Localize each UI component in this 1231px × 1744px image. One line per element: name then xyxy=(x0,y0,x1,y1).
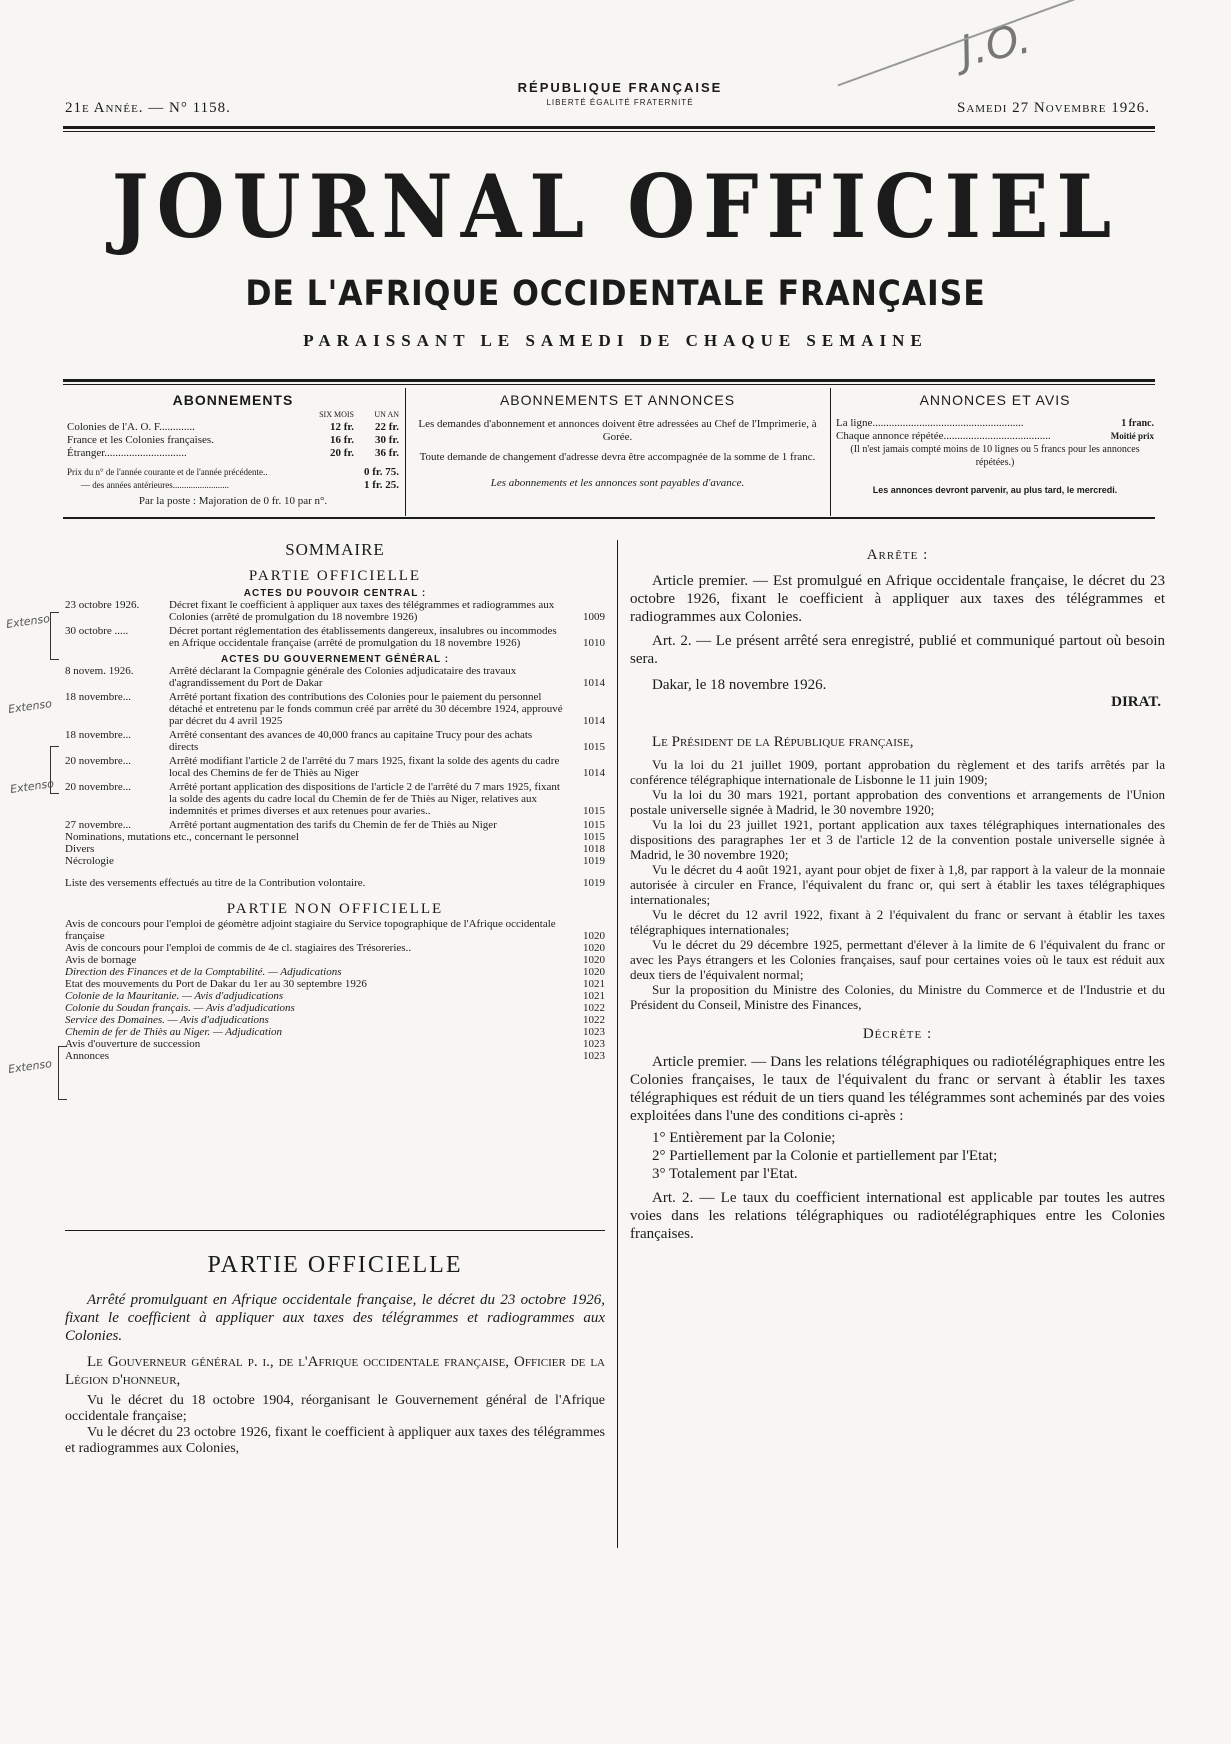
toc-text: Avis de concours pour l'emploi de géomètre adjoint stagiaire du Service topographique de l'Afrique occidentale française xyxy=(65,918,556,942)
vu-item: Vu le décret du 29 décembre 1925, permettant d'élever à la limite de 6 l'équivalent du franc or avec les Pays étrangers et les Colonies françaises, sauf pour certaines voies où le taux est réduit aux deux tiers de l'équivalent normal; xyxy=(630,937,1165,982)
toc-page: 1023 xyxy=(583,1038,605,1050)
toc-page: 1021 xyxy=(583,990,605,1002)
margin-bracket xyxy=(50,746,59,794)
handwritten-note: J.O. xyxy=(955,13,1035,76)
arrete-title: Arrêté promulguant en Afrique occidentale française, le décret du 23 octobre 1926, fixant le coefficient à appliquer aux taxes des télégrammes et radiogrammes aux Colonies. xyxy=(65,1292,605,1344)
toc-entry xyxy=(65,990,605,1002)
margin-note: Extenso xyxy=(5,612,51,631)
toc-page: 1020 xyxy=(583,954,605,966)
toc-text: Décret fixant le coefficient à appliquer aux taxes des télégrammes et radiogrammes aux Colonies (arrêté de promulgation du 18 novembre 1926) xyxy=(169,599,555,623)
ads-repeat-label: Chaque annonce répétée....................................... xyxy=(836,430,1051,442)
subscriptions-ads-box xyxy=(410,392,825,490)
ads-repeat-value: Moitié prix xyxy=(1110,431,1154,441)
toc-page: 1014 xyxy=(583,677,605,689)
subscriptions-ads-text-1: Les demandes d'abonnement et annonces doivent être adressées au Chef de l'Imprimerie, à Gorée. xyxy=(418,418,817,443)
toc-entry xyxy=(65,599,605,623)
decree-article-2: Art. 2. — Le taux du coefficient international est applicable par toutes les autres voies dans les relations télégraphiques ou radiotélégraphiques entre les Colonies françaises. xyxy=(630,1190,1165,1242)
toc-text: Décret portant réglementation des établissements dangereux, insalubres ou incommodes en Afrique occidentale française (arrêté de promulgation du 18 novembre 1926) xyxy=(169,625,557,649)
toc-date: 18 novembre... xyxy=(65,691,131,703)
toc-page: 1019 xyxy=(583,855,605,867)
toc-date: 27 novembre... xyxy=(65,819,131,831)
summary-part-non-official: PARTIE NON OFFICIELLE xyxy=(226,901,444,917)
toc-text: Arrêté portant augmentation des tarifs du Chemin de fer de Thiès au Niger xyxy=(169,819,497,831)
journal-frequency: PARAISSANT LE SAMEDI DE CHAQUE SEMAINE xyxy=(303,331,928,350)
rate-one-year: 30 fr. xyxy=(374,434,399,446)
subscription-box-top-rule-thin xyxy=(63,384,1155,385)
vu-item: Vu le décret du 12 avril 1922, fixant à 2 l'équivalent du franc or servant à établir les taxes télégraphiques internationales; xyxy=(630,907,1165,937)
toc-entry xyxy=(65,665,605,689)
toc-page: 1020 xyxy=(583,930,605,942)
toc-page: 1009 xyxy=(583,611,605,623)
arrete-heading: Arrête : xyxy=(866,547,929,563)
column-divider xyxy=(617,540,618,1548)
one-year-label: UN AN xyxy=(374,410,399,419)
rate-one-year: 22 fr. xyxy=(374,421,399,433)
toc-date: 23 octobre 1926. xyxy=(65,599,140,611)
masthead-rule-top-thin xyxy=(63,131,1155,132)
toc-text: Liste des versements effectués au titre de la Contribution volontaire. xyxy=(65,877,366,889)
vu-item: Vu la loi du 21 juillet 1909, portant approbation du règlement et des tarifs arrêtés par la conférence télégraphique internationale de Lisbonne le 11 juin 1909; xyxy=(630,757,1165,787)
toc-text: Avis de concours pour l'emploi de commis de 4e cl. stagiaires des Trésoreries.. xyxy=(65,942,412,954)
rate-row xyxy=(67,434,399,447)
toc-entry xyxy=(65,843,605,855)
toc-date: 30 octobre ..... xyxy=(65,625,129,637)
vu-item: Sur la proposition du Ministre des Colonies, du Ministre du Commerce et de l'Industrie et du Président du Conseil, Ministre des Finances, xyxy=(630,982,1165,1012)
toc-entry xyxy=(65,625,605,649)
toc-text: Avis d'ouverture de succession xyxy=(65,1038,201,1050)
toc-text: Colonie de la Mauritanie. — Avis d'adjudications xyxy=(65,990,284,1002)
price-current-value: 0 fr. 75. xyxy=(363,466,399,478)
ads-note: (Il n'est jamais compté moins de 10 lignes ou 5 francs pour les annonces répétées.) xyxy=(850,444,1140,468)
margin-note: Extenso xyxy=(7,1057,53,1076)
toc-entry xyxy=(65,819,605,831)
toc-page: 1015 xyxy=(583,831,605,843)
right-column xyxy=(630,547,1165,1243)
article-1: Article premier. — Est promulgué en Afrique occidentale française, le décret du 23 octobre 1926, fixant le coefficient à appliquer aux taxes des télégrammes et radiogrammes aux Colonies. xyxy=(630,573,1165,625)
toc-entry xyxy=(65,755,605,779)
toc-entry xyxy=(65,954,605,966)
toc-text: Etat des mouvements du Port de Dakar du 1er au 30 septembre 1926 xyxy=(65,978,367,990)
toc-entry xyxy=(65,831,605,843)
toc-entry xyxy=(65,966,605,978)
margin-bracket xyxy=(50,612,59,660)
toc-text: Direction des Finances et de la Comptabilité. — Adjudications xyxy=(65,966,342,978)
toc-page: 1014 xyxy=(583,767,605,779)
toc-page: 1015 xyxy=(583,805,605,817)
price-previous-value: 1 fr. 25. xyxy=(363,479,399,491)
toc-page: 1023 xyxy=(583,1050,605,1062)
issue-number: 21e Année. — N° 1158. xyxy=(65,100,231,116)
summary-section xyxy=(65,540,605,1062)
subscriptions-box xyxy=(67,392,399,508)
subscriptions-ads-text-2: Toute demande de changement d'adresse devra être accompagnée de la somme de 1 franc. xyxy=(419,451,816,463)
subscriptions-column-labels xyxy=(67,408,399,421)
ads-line-row xyxy=(836,417,1154,430)
subscriptions-heading: ABONNEMENTS xyxy=(172,392,294,408)
toc-entry xyxy=(65,691,605,727)
toc-text: Chemin de fer de Thiès au Niger. — Adjudication xyxy=(65,1026,283,1038)
rate-six-months: 16 fr. xyxy=(329,434,354,446)
toc-text: Colonie du Soudan français. — Avis d'adjudications xyxy=(65,1002,295,1014)
toc-entry xyxy=(65,1050,605,1062)
masthead-rule-top xyxy=(63,126,1155,129)
toc-text: Nécrologie xyxy=(65,855,114,867)
ads-line-value: 1 franc. xyxy=(1121,418,1154,429)
rate-row-label: Étranger.............................. xyxy=(67,447,187,459)
price-previous-row xyxy=(67,479,399,492)
ads-heading: ANNONCES ET AVIS xyxy=(919,392,1071,408)
vu-item: Vu la loi du 30 mars 1921, portant approbation des conventions et arrangements de l'Union postale universelle signée à Madrid, le 30 novembre 1920; xyxy=(630,787,1165,817)
issue-date: Samedi 27 Novembre 1926. xyxy=(956,100,1150,116)
toc-text: Arrêté consentant des avances de 40,000 francs au capitaine Trucy pour des achats directs xyxy=(169,729,533,753)
toc-entry xyxy=(65,918,605,942)
toc-date: 8 novem. 1926. xyxy=(65,665,134,677)
toc-text: Arrêté déclarant la Compagnie générale des Colonies adjudicataire des travaux d'agrandissement du Port de Dakar xyxy=(169,665,517,689)
toc-page: 1023 xyxy=(583,1026,605,1038)
summary-bottom-rule xyxy=(65,1230,605,1231)
condition-item: 3° Totalement par l'Etat. xyxy=(652,1166,798,1182)
masthead-republic: RÉPUBLIQUE FRANÇAISE xyxy=(517,80,723,95)
journal-subtitle: DE L'AFRIQUE OCCIDENTALE FRANÇAISE xyxy=(245,274,986,314)
rate-six-months: 12 fr. xyxy=(329,421,354,433)
subscriptions-ads-footer: Les abonnements et les annonces sont payables d'avance. xyxy=(490,477,745,489)
ads-line-label: La ligne....................................................... xyxy=(836,417,1024,429)
toc-entry xyxy=(65,855,605,867)
official-part-heading: PARTIE OFFICIELLE xyxy=(207,1252,463,1278)
toc-entry xyxy=(65,1002,605,1014)
toc-page: 1021 xyxy=(583,978,605,990)
subscriptions-ads-heading: ABONNEMENTS ET ANNONCES xyxy=(499,392,736,408)
subscription-box-bottom-rule xyxy=(63,517,1155,519)
post-surcharge: Par la poste : Majoration de 0 fr. 10 par n°. xyxy=(138,495,328,507)
toc-text: Avis de bornage xyxy=(65,954,137,966)
ads-repeat-row xyxy=(836,430,1154,443)
summary-heading: SOMMAIRE xyxy=(285,540,385,559)
ads-footer: Les annonces devront parvenir, au plus tard, le mercredi. xyxy=(872,485,1118,495)
vu-item: Vu le décret du 4 août 1921, ayant pour objet de fixer à 1,8, par rapport à la valeur de la monnaie autorisée à circuler en France, l'équivalent du franc or, qui sert à établir les taxes télégraphiques internationales; xyxy=(630,862,1165,907)
toc-page: 1020 xyxy=(583,942,605,954)
president-line: Le Président de la République française, xyxy=(652,734,914,750)
margin-note: Extenso xyxy=(9,777,55,796)
rate-row xyxy=(67,421,399,434)
toc-page: 1019 xyxy=(583,877,605,889)
vu-1: Vu le décret du 18 octobre 1904, réorganisant le Gouvernement général de l'Afrique occidentale française; xyxy=(65,1393,605,1424)
toc-page: 1018 xyxy=(583,843,605,855)
toc-date: 20 novembre... xyxy=(65,755,131,767)
subscription-box-top-rule xyxy=(63,379,1155,382)
decree-article-1: Article premier. — Dans les relations télégraphiques ou radiotélégraphiques entre les Colonies françaises, le taux de l'équivalent du franc or servant à établir les taxes télégraphiques est réduit de un tiers quand les télégrammes sont acheminés par des voies exploitées dans l'une des conditions ci-après : xyxy=(630,1054,1165,1124)
toc-entry xyxy=(65,942,605,954)
subscription-box-divider-1 xyxy=(405,388,406,516)
toc-text: Divers xyxy=(65,843,95,855)
toc-text: Nominations, mutations etc., concernant le personnel xyxy=(65,831,299,843)
subscription-box-divider-2 xyxy=(830,388,831,516)
ads-box xyxy=(836,392,1154,495)
general-gov-heading: ACTES DU GOUVERNEMENT GÉNÉRAL : xyxy=(220,654,450,665)
toc-text: Arrêté portant fixation des contributions des Colonies pour le paiement du personnel détaché et entretenu par le fonds commun créé par arrêté du 30 décembre 1924, approuvé par décret du 4 avril 1925 xyxy=(169,691,563,727)
toc-page: 1015 xyxy=(583,741,605,753)
central-power-heading: ACTES DU POUVOIR CENTRAL : xyxy=(243,588,427,599)
toc-text: Arrêté portant application des dispositions de l'article 2 de l'arrêté du 7 mars 1925, fixant la solde des agents du cadre local du Chemin de fer de Thiès au Niger, relatives aux indemnités et primes diverses et aux retenues pour avaries.. xyxy=(169,781,560,817)
toc-page: 1022 xyxy=(583,1002,605,1014)
toc-page: 1020 xyxy=(583,966,605,978)
condition-item: 1° Entièrement par la Colonie; xyxy=(652,1130,836,1146)
rate-six-months: 20 fr. xyxy=(329,447,354,459)
rate-row-label: Colonies de l'A. O. F............. xyxy=(67,421,195,433)
toc-page: 1010 xyxy=(583,637,605,649)
toc-entry xyxy=(65,877,605,889)
condition-item: 2° Partiellement par la Colonie et partiellement par l'Etat; xyxy=(652,1148,998,1164)
toc-text: Annonces xyxy=(65,1050,109,1062)
toc-page: 1015 xyxy=(583,819,605,831)
toc-entry xyxy=(65,781,605,817)
toc-entry xyxy=(65,1038,605,1050)
official-part xyxy=(65,1252,605,1457)
decrete-heading: Décrète : xyxy=(862,1026,933,1042)
vu-2: Vu le décret du 23 octobre 1926, fixant le coefficient à appliquer aux taxes des télégrammes et radiogrammes aux Colonies, xyxy=(65,1425,605,1456)
toc-entry xyxy=(65,978,605,990)
toc-page: 1022 xyxy=(583,1014,605,1026)
price-previous-label: — des années antérieures......................... xyxy=(81,480,229,490)
toc-text: Service des Domaines. — Avis d'adjudications xyxy=(65,1014,269,1026)
signature: DIRAT. xyxy=(1111,694,1161,710)
vu-item: Vu la loi du 23 juillet 1921, portant application aux taxes télégraphiques internationales des dispositions des paragraphes 1er et 3 de l'article 12 de la convention postale universelle signée à Madrid, le 30 novembre 1920; xyxy=(630,817,1165,862)
toc-page: 1014 xyxy=(583,715,605,727)
article-2: Art. 2. — Le présent arrêté sera enregistré, publié et communiqué partout où besoin sera. xyxy=(630,633,1165,667)
margin-note: Extenso xyxy=(7,697,53,716)
toc-text: Arrêté modifiant l'article 2 de l'arrêté du 7 mars 1925, fixant la solde des agents du cadre local des Chemins de fer de Thiès au Niger xyxy=(169,755,560,779)
toc-entry xyxy=(65,1026,605,1038)
toc-entry xyxy=(65,1014,605,1026)
price-current-label: Prix du n° de l'année courante et de l'année précédente.. xyxy=(67,467,268,477)
toc-date: 20 novembre... xyxy=(65,781,131,793)
toc-entry xyxy=(65,729,605,753)
place-date: Dakar, le 18 novembre 1926. xyxy=(652,677,827,693)
rate-one-year: 36 fr. xyxy=(374,447,399,459)
rate-row xyxy=(67,447,399,460)
governor-line: Le Gouverneur général p. i., de l'Afrique occidentale française, Officier de la Légion d'honneur, xyxy=(65,1354,605,1388)
masthead-motto: LIBERTÉ ÉGALITÉ FRATERNITÉ xyxy=(546,98,694,107)
summary-part-official: PARTIE OFFICIELLE xyxy=(248,568,422,584)
journal-title: JOURNAL OFFICIEL xyxy=(111,156,1120,259)
margin-bracket xyxy=(58,1046,67,1100)
price-current-row xyxy=(67,466,399,479)
rate-row-label: France et les Colonies françaises. xyxy=(67,434,214,446)
toc-date: 18 novembre... xyxy=(65,729,131,741)
six-month-label: SIX MOIS xyxy=(319,410,354,419)
